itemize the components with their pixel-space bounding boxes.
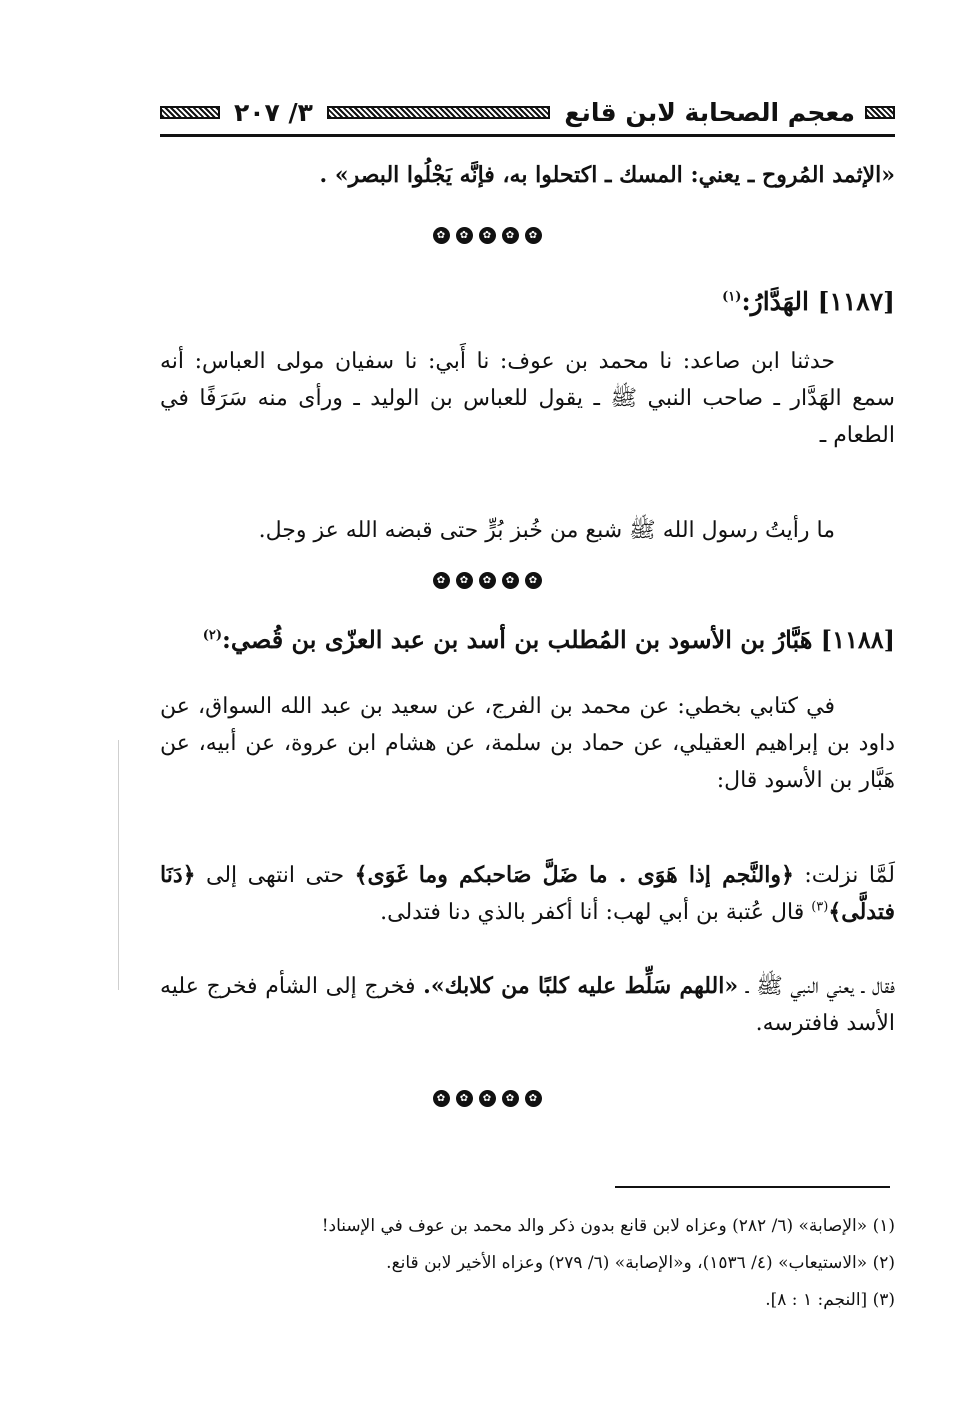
prophetic-quote: «اللهم سَلِّط عليه كلبًا من كلابك». — [423, 973, 739, 999]
entry-title: [١١٨٧] الهَدَّارُ: — [741, 287, 895, 316]
entry-heading-1187 — [160, 282, 895, 322]
paragraph-text: فقال ـ يعني النبي ﷺ ـ — [745, 974, 895, 999]
header-rule — [160, 134, 895, 137]
page-reference: ٣/ ٢٠٧ — [234, 97, 313, 127]
paragraph-text: حتى انتهى إلى — [206, 863, 345, 888]
entry-isnad: حدثنا ابن صاعد: نا محمد بن عوف: نا أَبي: نا سفيان مولى العباس: أنه سمع الهَدَّار ـ صاحب النبي ﷺ ـ يقول للعباس بن الوليد ـ ورأى منه سَرَفًا في الطعام ـ — [160, 349, 895, 448]
footnote-rule — [615, 1186, 890, 1188]
footnote: (١) «الإصابة» (٦/ ٢٨٢) وعزاه لابن قانع بدون ذكر والد محمد بن عوف في الإسناد! — [321, 1216, 895, 1236]
quran-verse: ﴿دَنَا فتدلَّى﴾ — [160, 862, 895, 925]
header-ornament-left — [160, 106, 220, 119]
flower-ornament-icon: ✿ — [479, 1090, 496, 1107]
entry-matn: ما رأيتُ رسول الله ﷺ شبع من خُبز بُرٍّ حتى قبضه الله عز وجل. — [258, 518, 835, 543]
flower-ornament-icon: ✿ — [525, 572, 542, 589]
flower-ornament-icon: ✿ — [456, 227, 473, 244]
scan-margin-line — [118, 740, 119, 990]
flower-ornament-icon: ✿ — [479, 572, 496, 589]
paragraph-text: قال عُتبة بن أبي لهب: أنا أكفر بالذي دنا فتدلى. — [380, 900, 805, 925]
paragraph-text: لَمَّا نزلت: — [804, 863, 895, 888]
entry-isnad: في كتابي بخطي: عن محمد بن الفرج، عن سعيد بن عبد الله السواق، عن داود بن إبراهيم العقيلي، عن حماد بن سلمة، عن هشام ابن عروة، عن أبيه، عن هَبَّار بن الأسود قال: — [160, 694, 895, 793]
footnote: (٣) [النجم: ١ : ٨]. — [765, 1290, 895, 1310]
section-separator — [0, 572, 974, 592]
section-separator — [0, 227, 974, 247]
header-ornament-right — [865, 106, 895, 119]
flower-ornament-icon: ✿ — [433, 1090, 450, 1107]
footnote-marker: (٢) — [202, 628, 223, 643]
flower-ornament-icon: ✿ — [502, 572, 519, 589]
footnote: (٢) «الاستيعاب» (٤/ ١٥٣٦)، و«الإصابة» (٦/ ٢٧٩) وعزاه الأخير لابن قانع. — [386, 1253, 895, 1273]
paragraph-text: فخرج إلى الشأم فخرج عليه الأسد فافترسه. — [160, 974, 895, 1036]
footnote-marker: (٣) — [811, 899, 829, 915]
flower-ornament-icon: ✿ — [456, 572, 473, 589]
header-ornament-middle — [327, 106, 551, 119]
quran-verse: ﴿والنَّجم إذا هَوَى . ما ضَلَّ صَاحبكم وما غَوَى﴾ — [354, 862, 794, 888]
flower-ornament-icon: ✿ — [502, 1090, 519, 1107]
flower-ornament-icon: ✿ — [525, 227, 542, 244]
entry-paragraph — [160, 968, 895, 1042]
entry-paragraph — [160, 857, 895, 931]
section-separator — [0, 1090, 974, 1110]
flower-ornament-icon: ✿ — [502, 227, 519, 244]
flower-ornament-icon: ✿ — [433, 572, 450, 589]
footnote-marker: (١) — [722, 289, 742, 305]
flower-ornament-icon: ✿ — [456, 1090, 473, 1107]
running-header — [160, 92, 895, 132]
flower-ornament-icon: ✿ — [525, 1090, 542, 1107]
book-title: معجم الصحابة لابن قانع — [564, 97, 855, 127]
entry-title: [١١٨٨] هَبَّارُ بن الأسود بن المُطلب بن أسد بن عبد العزّى بن قُصي: — [222, 625, 895, 654]
top-quote: «الإثمد المُروح ـ يعني: المسك ـ اكتحلوا به، فإنَّه يَجْلُوا البصر» . — [319, 162, 895, 188]
flower-ornament-icon: ✿ — [433, 227, 450, 244]
entry-heading-1188 — [160, 620, 895, 660]
flower-ornament-icon: ✿ — [479, 227, 496, 244]
